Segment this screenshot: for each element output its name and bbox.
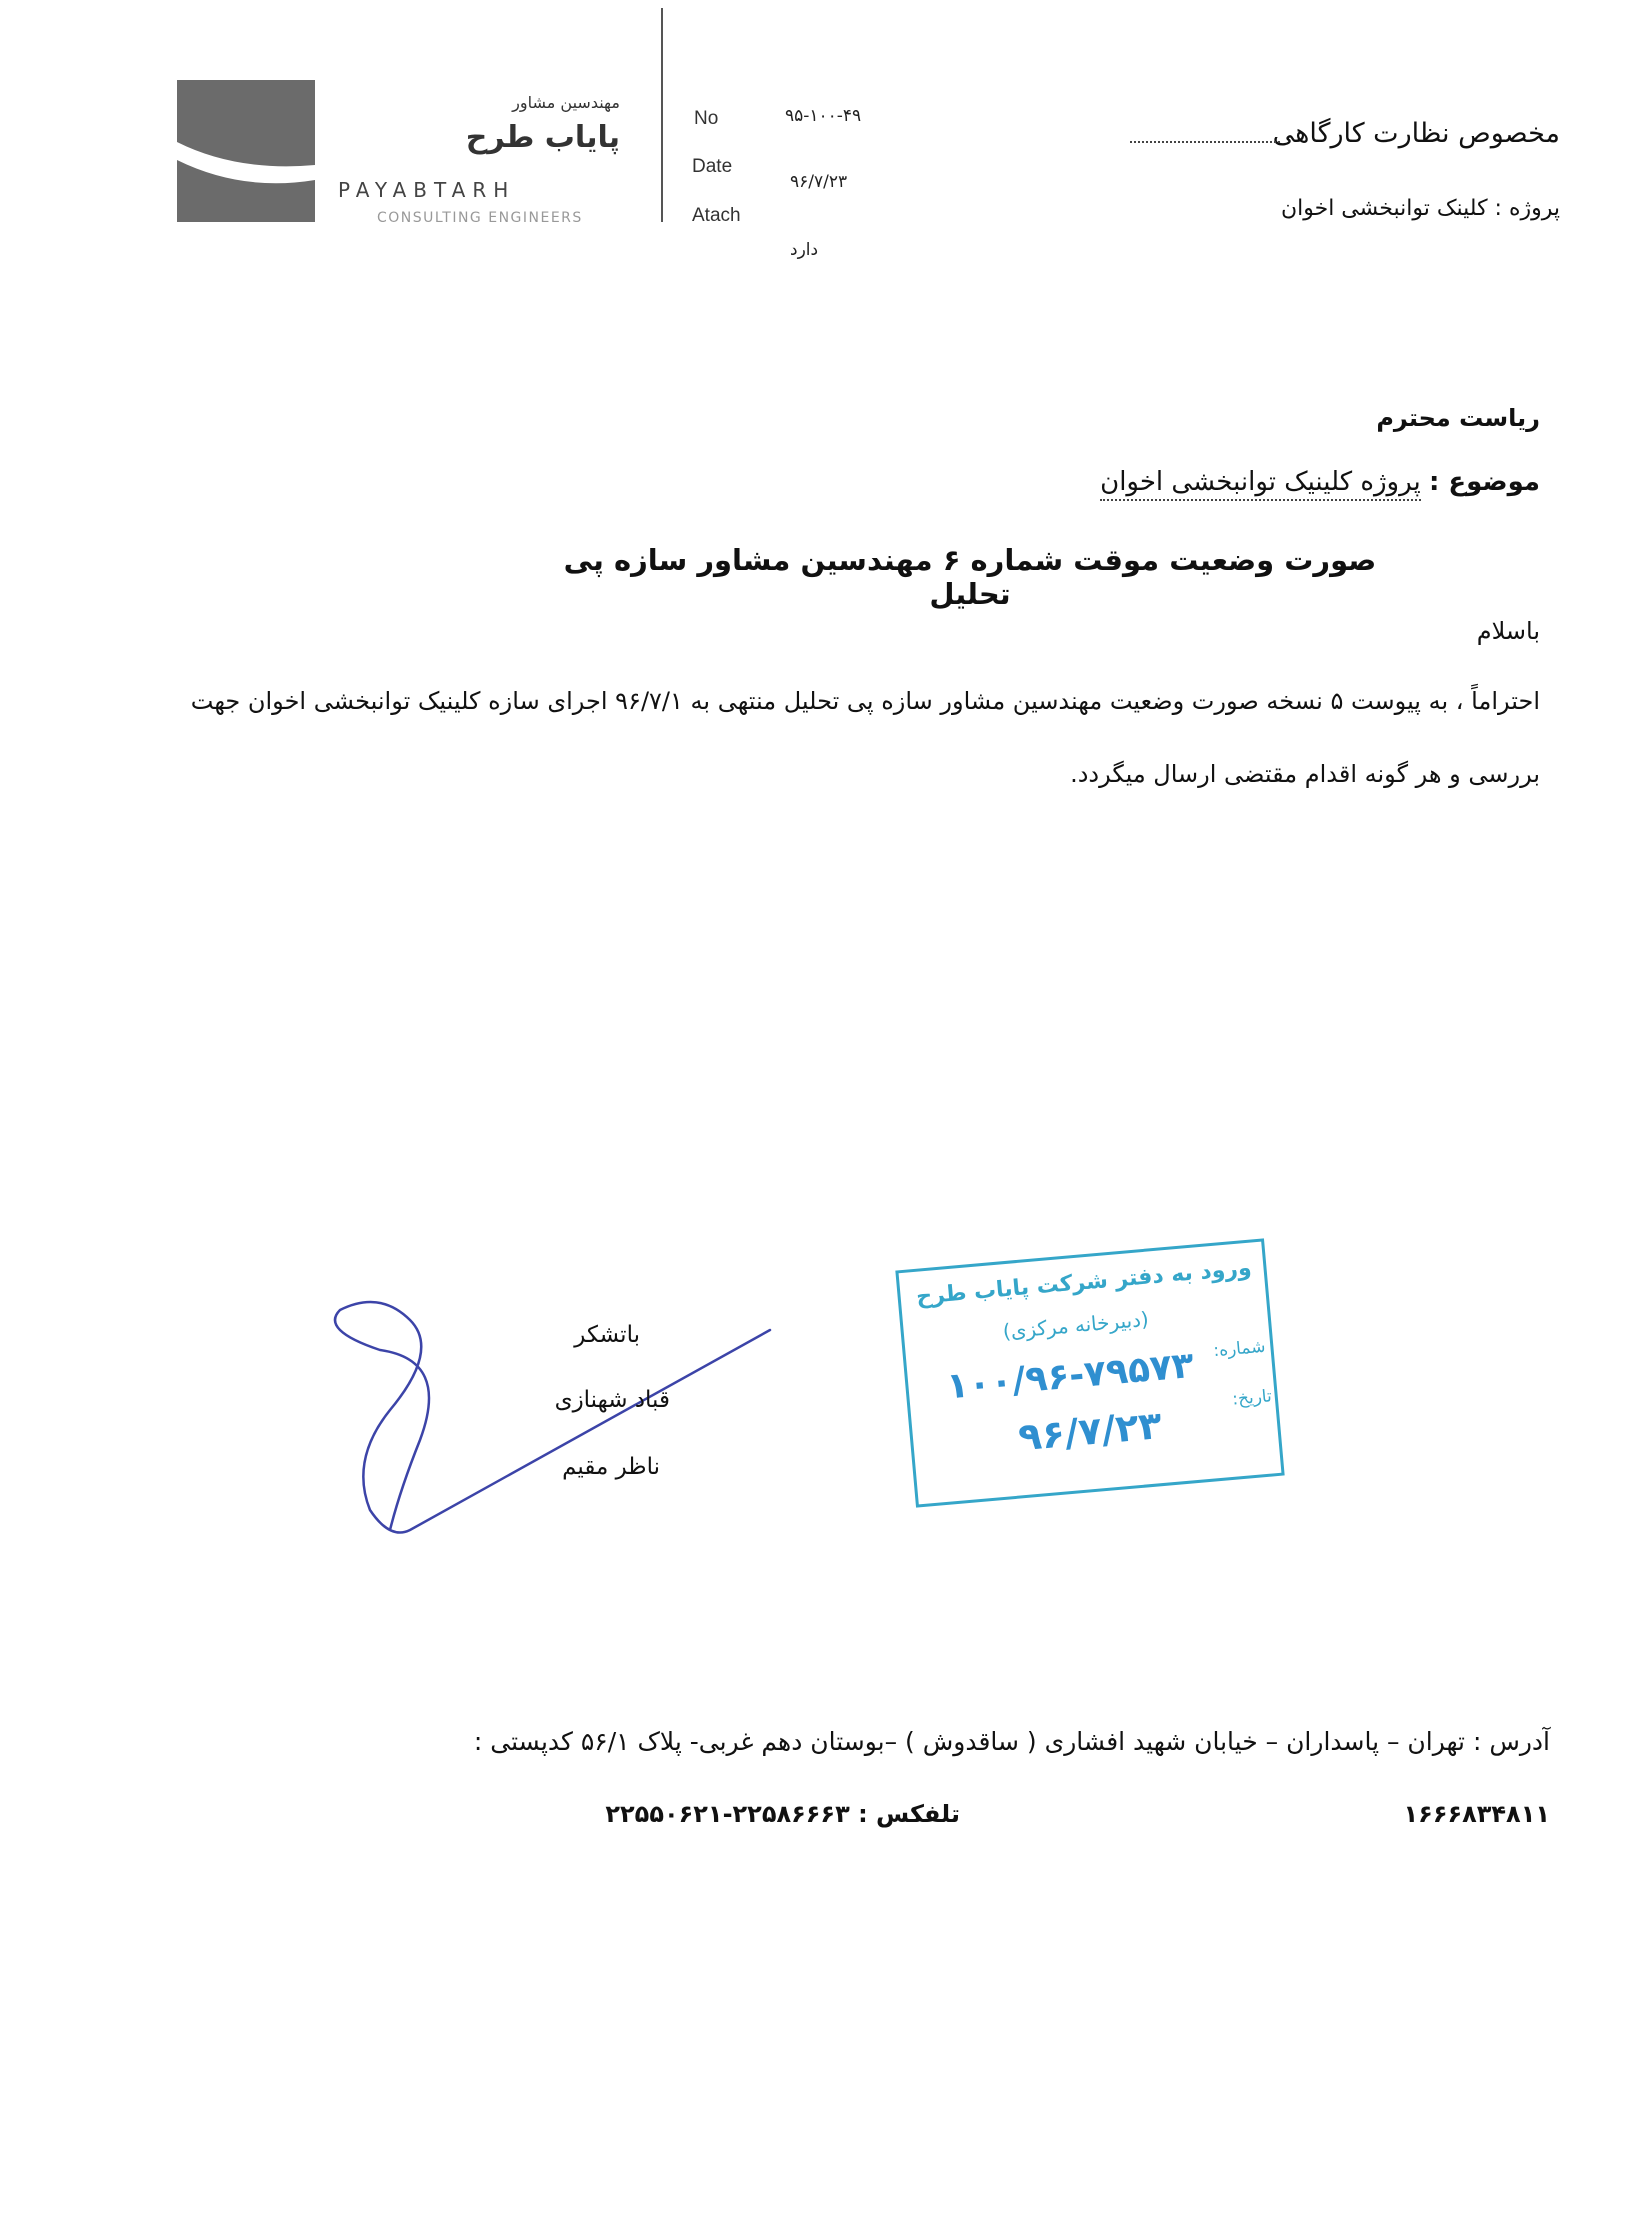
- reference-no-value: ۹۵-۱۰۰-۴۹: [785, 106, 862, 126]
- subject-value: پروژه کلینیک توانبخشی اخوان: [1100, 467, 1421, 501]
- letter-subject: [1000, 467, 1540, 497]
- stamp-number-value: ۱۰۰/۹۶-۷۹۵۷۳: [944, 1345, 1196, 1408]
- stamp-subtitle: (دبیرخانه مرکزی): [1001, 1306, 1150, 1344]
- reference-attach-label: Atach: [692, 205, 741, 226]
- logo-persian-subtitle: مهندسین مشاور: [512, 93, 620, 112]
- company-logo-mark: [177, 80, 315, 222]
- footer-address: آدرس : تهران – پاسداران – خیابان شهید افشاری ( ساقدوش ) –بوستان دهم غربی- پلاک ۵۶/۱ کدپستی :: [473, 1727, 1550, 1756]
- logo-english-subtitle: CONSULTING ENGINEERS: [377, 210, 583, 226]
- letter-salutation: ریاست محترم: [1376, 404, 1540, 432]
- reference-attach-value: دارد: [790, 240, 819, 260]
- stamp-number-label: شماره:: [1212, 1336, 1267, 1362]
- letter-body: احتراماً ، به پیوست ۵ نسخه صورت وضعیت مهندسین مشاور سازه پی تحلیل منتهی به ۹۶/۷/۱ اجرای سازه کلینیک توانبخشی اخوان جهت بررسی و هر گونه اقدام مقتضی ارسال میگردد.: [190, 687, 1540, 788]
- signature-role: ناظر مقیم: [562, 1454, 660, 1480]
- footer-fax: تلفکس : ۲۲۵۸۶۶۶۳-۲۲۵۵۰۶۲۱: [605, 1800, 960, 1828]
- header-title-underline: [1130, 141, 1280, 143]
- header-divider: [661, 8, 663, 222]
- header-title: مخصوص نظارت کارگاهی: [1272, 118, 1560, 149]
- letter-heading: صورت وضعیت موقت شماره ۶ مهندسین مشاور سازه پی تحلیل: [563, 543, 1377, 611]
- reference-no-label: No: [694, 108, 719, 129]
- footer-postal-code: ۱۶۶۶۸۳۴۸۱۱: [1403, 1800, 1550, 1828]
- signature-thanks: باتشکر: [574, 1322, 640, 1348]
- letter-greeting: باسلام: [1476, 617, 1540, 645]
- stamp-title: ورود به دفتر شرکت پایاب طرح: [915, 1255, 1253, 1310]
- header-project: پروژه : کلینک توانبخشی اخوان: [1280, 196, 1560, 221]
- subject-label: موضوع :: [1428, 467, 1540, 497]
- reference-date-label: Date: [692, 156, 733, 177]
- logo-english-name: PAYABTARH: [338, 178, 516, 202]
- stamp-date-value: ۹۶/۷/۲۳: [1016, 1403, 1164, 1460]
- logo-persian-name: پایاب طرح: [465, 120, 620, 155]
- logo-swoosh-icon: [177, 80, 315, 222]
- stamp-date-label: تاریخ:: [1231, 1386, 1273, 1410]
- signature-name: قباد شهنازی: [554, 1387, 670, 1413]
- reference-date-value: ۹۶/۷/۲۳: [790, 172, 848, 192]
- received-stamp: [895, 1238, 1284, 1507]
